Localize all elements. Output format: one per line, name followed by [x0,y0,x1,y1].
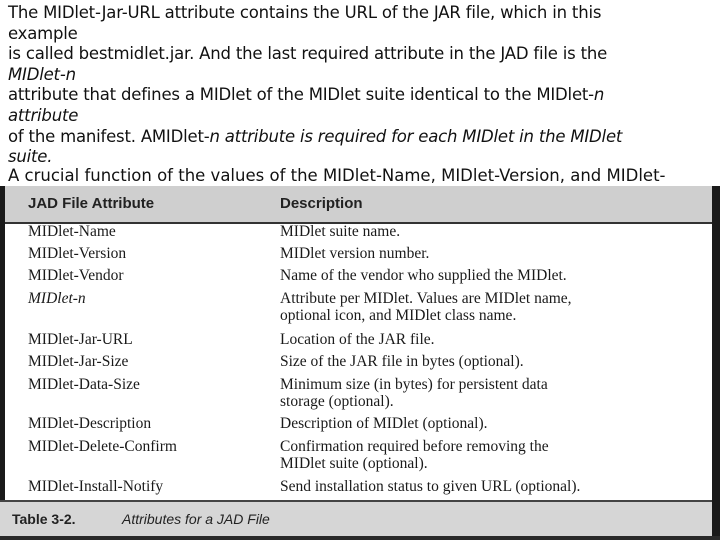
row-attribute: MIDlet-Jar-Size [28,353,129,370]
paragraph-line: example [8,23,78,43]
paragraph-line: The MIDlet-Jar-URL attribute contains the URL of the JAR file, which in this [8,3,602,22]
caption-label: Table 3-2. [12,511,76,527]
row-attribute: MIDlet-Version [28,245,127,262]
row-description: Description of MIDlet (optional). [280,415,488,432]
row-description: MIDlet suite (optional). [280,455,428,472]
row-description: Name of the vendor who supplied the MIDlet. [280,267,567,284]
paragraph-line: suite. [8,147,53,167]
row-description: Size of the JAR file in bytes (optional). [280,353,524,370]
table-body [0,176,720,540]
paragraph-fragment: n attribute is required for each MIDlet in the MIDlet [209,126,623,146]
cutoff-text: A crucial function of the values of the MIDlet-Name, MIDlet-Version, and MIDlet- [8,166,666,185]
paragraph-fragment: n [593,85,605,105]
header-description: Description [280,195,363,212]
row-description: MIDlet version number. [280,245,430,262]
row-attribute: MIDlet-Vendor [28,267,124,284]
paragraph-fragment: of the manifest. AMIDlet- [8,126,210,146]
row-description: Attribute per MIDlet. Values are MIDlet name, [280,290,572,307]
row-description: Location of the JAR file. [280,331,435,348]
table-caption [0,500,712,538]
header-attribute: JAD File Attribute [28,195,155,212]
row-description: Send installation status to given URL (optional). [280,478,581,495]
paragraph-line [8,85,714,106]
row-description: storage (optional). [280,393,394,410]
paragraph-fragment: attribute that defines a MIDlet of the MIDlet suite identical to the MIDlet- [8,85,594,105]
row-description: Confirmation required before removing the [280,438,549,455]
body-paragraph [8,3,714,168]
paragraph-line: is called bestmidlet.jar. And the last required attribute in the JAD file is the [8,44,608,64]
paragraph-line [8,65,714,86]
row-description: MIDlet suite name. [280,223,401,240]
table-figure [0,166,720,540]
row-attribute: MIDlet-Jar-URL [28,331,133,348]
row-attribute: MIDlet-Delete-Confirm [28,438,177,455]
caption-text: Attributes for a JAD File [122,511,270,527]
row-description: Minimum size (in bytes) for persistent data [280,376,548,393]
paragraph-line: attribute [8,105,79,125]
row-attribute: MIDlet-Description [28,415,152,432]
row-attribute: MIDlet-Name [28,223,116,240]
paragraph-line [8,127,714,148]
frame-edge-bottom [0,536,720,540]
paragraph-fragment: MIDlet-n [8,64,76,84]
row-attribute: MIDlet-Data-Size [28,376,140,393]
row-attribute: MIDlet-Install-Notify [28,478,164,495]
row-attribute: MIDlet-n [28,290,86,307]
row-description: optional icon, and MIDlet class name. [280,307,517,324]
